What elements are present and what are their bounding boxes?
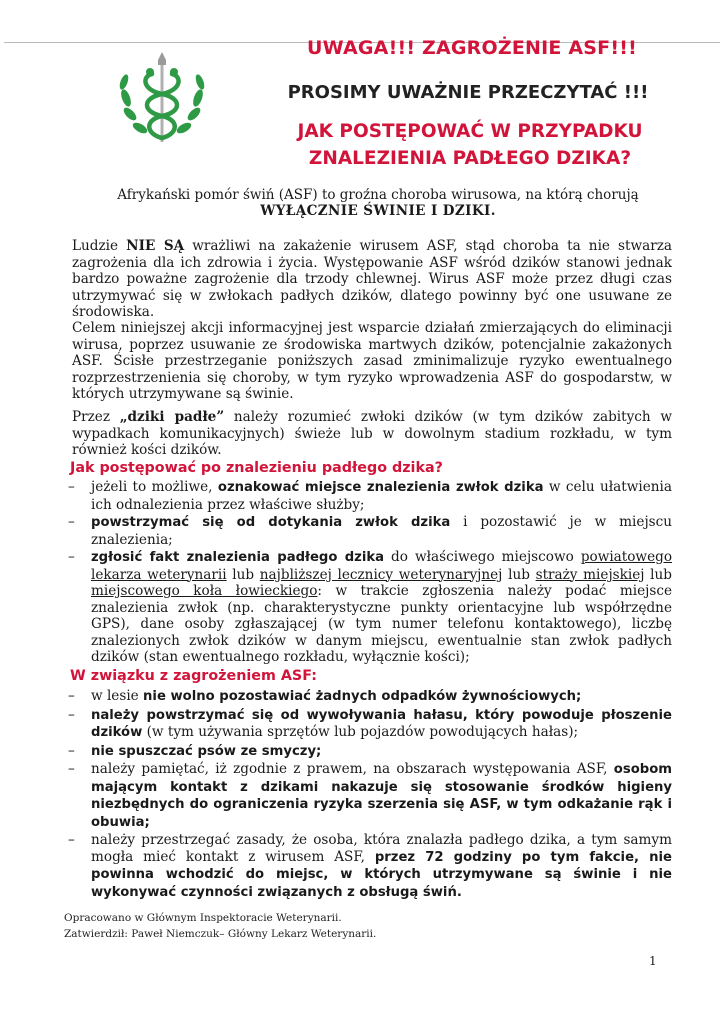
contact-hunting-club: miejscowego koła łowieckiego (91, 583, 318, 599)
para3-bold: „dziki padłe” (119, 409, 225, 425)
item-bold: powstrzymać się od dotykania zwłok dzika (91, 515, 451, 530)
item-bold: należy powstrzymać się od wywoływania hałasu, który powoduje płoszenie dzików (91, 707, 672, 740)
intro-bold: WYŁĄCZNIE ŚWINIE I DZIKI. (260, 203, 496, 219)
section-heading-asf-threat: W związku z zagrożeniem ASF: (70, 668, 317, 684)
item-text: lub (644, 566, 672, 583)
paragraph-campaign-goal: Celem niniejszej akcji informacyjnej jest wsparcie działań zmierzających do eliminacji wirusa, poprzez usuwanie ze środowiska martwych dzików, potencjalnie zakażonych ASF. Ścisłe przestrzeganie poniższych zasad zminimalizuje ryzyko ewentualnego rozprzestrzenienia się choroby, w tym ryzyko wprowadzenia ASF do gospodarstw, w których utrzymywane są świnie. (72, 320, 672, 402)
item-bold: nie wolno pozostawiać żadnych odpadków żywnościowych; (143, 689, 582, 704)
item-text: w lesie (91, 688, 144, 704)
contact-vet-office: powiatowego lekarza weterynarii (91, 549, 672, 583)
footer-prepared-by: Opracowano w Głównym Inspektoracie Weterynarii. (64, 912, 342, 924)
list-item (68, 832, 672, 901)
para3-text-a: Przez (72, 409, 120, 425)
contact-vet-clinic: najbliższej lecznicy weterynaryjnej (259, 566, 503, 583)
item-text: i pozostawić je w miejscu znalezienia; (91, 514, 673, 548)
item-text: należy przestrzegać zasady, że osoba, która znalazła padłego dzika, a tym samym mogła mieć kontakt z wirusem ASF, (91, 832, 672, 865)
paragraph-dead-boars-definition (72, 409, 672, 459)
intro-text (100, 187, 656, 219)
para3-text-c: należy rozumieć zwłoki dzików (w tym dzików zabitych w wypadkach komunikacyjnych) świeże lub w dowolnym stadium rozkładu, w tym również kości dzików. (72, 409, 672, 458)
please-read-heading: PROSIMY UWAŻNIE PRZECZYTAĆ !!! (287, 82, 649, 103)
procedure-list (68, 479, 672, 667)
item-bold: osobom mającym kontakt z dzikami nakazuje się stosowanie środków higieny niezbędnych do ograniczenia ryzyka szerzenia się ASF, w tym odkażanie rąk i obuwia; (91, 762, 672, 830)
item-bold: zgłosić fakt znalezienia padłego dzika (91, 550, 385, 565)
list-item (68, 761, 672, 831)
item-text: lub (226, 566, 260, 583)
para1-text-c: wrażliwi na zakażenie wirusem ASF, stąd choroba ta nie stwarza zagrożenia dla ich zdrowia i życia. Występowanie ASF wśród dzików stanowi jednak bardzo poważne zagrożenie dla trzody chlewnej. Wirus ASF może przez długi czas utrzymywać się w zwłokach padłych dzików, dlatego powinny być one usuwane ze środowiska. (72, 238, 673, 320)
item-text: w celu ułatwienia ich odnalezienia przez właściwe służby; (91, 479, 672, 513)
item-bold: nie spuszczać psów ze smyczy; (91, 743, 322, 759)
item-bold: oznakować miejsce znalezienia zwłok dzika (217, 480, 544, 495)
item-bold: przez 72 godziny po tym fakcie, nie powinna wchodzić do miejsc, w których utrzymywane są świnie i nie wykonywać czynności związanych z obsługą świń. (91, 849, 672, 900)
question-line-2: ZNALEZIENIA PADŁEGO DZIKA? (308, 148, 632, 169)
item-text: : w trakcie zgłoszenia należy podać miejsce znalezienia zwłok (np. charakterystyczne punkty orientacyjne lub współrzędne GPS), dane osoby zgłaszającej (w tym numer telefonu kontaktowego), liczbę znalezionych zwłok dzików w danym miejscu, ewentualnie stan zwłok padłych dzików (stan ewentualnego rozkładu, wyłącznie kości); (91, 583, 672, 665)
intro-sentence: Afrykański pomór świń (ASF) to groźna choroba wirusowa, na którą chorują (117, 187, 639, 203)
para1-bold: NIE SĄ (126, 238, 185, 254)
footer-approved-by: Zatwierdził: Paweł Niemczuk– Główny Lekarz Weterynarii. (64, 928, 377, 940)
question-line-1: JAK POSTĘPOWAĆ W PRZYPADKU (297, 121, 643, 142)
caduceus-emblem-icon (112, 50, 212, 150)
footer-credits (64, 910, 376, 942)
para1-text-a: Ludzie (72, 238, 127, 254)
page-number: 1 (649, 954, 657, 968)
item-text: do właściwego miejscowo (384, 549, 581, 565)
item-text: jeżeli to możliwe, (91, 479, 218, 495)
section-heading-procedure: Jak postępować po znalezieniu padłego dzika? (70, 460, 443, 476)
item-text: (w tym używania sprzętów lub pojazdów powodujących hałas); (142, 724, 579, 740)
list-item (68, 688, 672, 706)
list-item (68, 743, 672, 761)
list-item (68, 479, 672, 513)
item-text: należy pamiętać, iż zgodnie z prawem, na obszarach występowania ASF, (91, 761, 614, 777)
warning-title: UWAGA!!! ZAGROŻENIE ASF!!! (307, 37, 637, 59)
list-item (68, 549, 672, 666)
contact-city-guard: straży miejskiej (535, 566, 645, 583)
item-text: lub (502, 566, 536, 583)
paragraph-people-not-susceptible (72, 238, 672, 321)
main-question-heading (250, 118, 690, 172)
asf-rules-list (68, 688, 672, 902)
list-item (68, 707, 672, 742)
list-item (68, 514, 672, 548)
